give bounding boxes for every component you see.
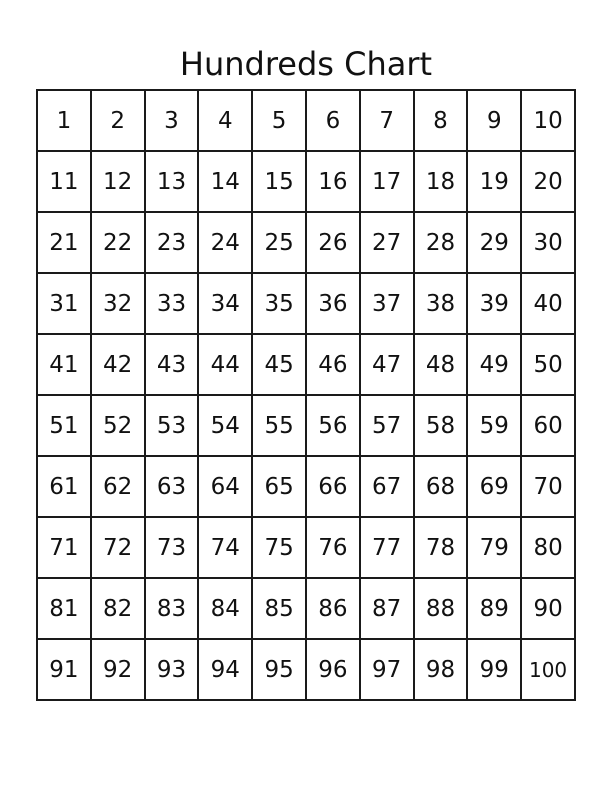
- grid-cell: 44: [198, 334, 252, 395]
- grid-row: [37, 578, 575, 639]
- grid-cell: 82: [91, 578, 145, 639]
- grid-cell: 76: [306, 517, 360, 578]
- grid-cell: 24: [198, 212, 252, 273]
- grid-cell: 95: [252, 639, 306, 700]
- grid-cell: 56: [306, 395, 360, 456]
- grid-row: [37, 212, 575, 273]
- grid-cell: 11: [37, 151, 91, 212]
- grid-cell: 78: [414, 517, 468, 578]
- grid-cell: 68: [414, 456, 468, 517]
- grid-cell: 69: [467, 456, 521, 517]
- grid-cell: 96: [306, 639, 360, 700]
- grid-cell: 38: [414, 273, 468, 334]
- grid-cell: 14: [198, 151, 252, 212]
- grid-cell: 67: [360, 456, 414, 517]
- grid-cell: 47: [360, 334, 414, 395]
- grid-cell: 70: [521, 456, 575, 517]
- grid-cell: 25: [252, 212, 306, 273]
- grid-cell: 26: [306, 212, 360, 273]
- grid-cell: 60: [521, 395, 575, 456]
- grid-row: [37, 90, 575, 151]
- grid-cell: 21: [37, 212, 91, 273]
- grid-cell: 89: [467, 578, 521, 639]
- grid-cell: 49: [467, 334, 521, 395]
- grid-cell: 30: [521, 212, 575, 273]
- grid-cell: 23: [145, 212, 199, 273]
- grid-cell: 50: [521, 334, 575, 395]
- grid-cell: 51: [37, 395, 91, 456]
- grid-cell: 92: [91, 639, 145, 700]
- grid-cell: 27: [360, 212, 414, 273]
- grid-cell: 91: [37, 639, 91, 700]
- grid-cell: 46: [306, 334, 360, 395]
- grid-cell: 85: [252, 578, 306, 639]
- grid-cell: 13: [145, 151, 199, 212]
- grid-cell: 45: [252, 334, 306, 395]
- grid-cell: 84: [198, 578, 252, 639]
- grid-cell: 73: [145, 517, 199, 578]
- grid-cell: 10: [521, 90, 575, 151]
- grid-cell: 72: [91, 517, 145, 578]
- grid-cell: 8: [414, 90, 468, 151]
- grid-cell: 87: [360, 578, 414, 639]
- grid-cell: 52: [91, 395, 145, 456]
- grid-cell: 31: [37, 273, 91, 334]
- grid-cell: 1: [37, 90, 91, 151]
- grid-cell: 63: [145, 456, 199, 517]
- grid-cell: 40: [521, 273, 575, 334]
- grid-cell: 58: [414, 395, 468, 456]
- grid-cell: 33: [145, 273, 199, 334]
- grid-cell: 39: [467, 273, 521, 334]
- grid-cell: 29: [467, 212, 521, 273]
- grid-cell: 86: [306, 578, 360, 639]
- grid-cell: 97: [360, 639, 414, 700]
- grid-cell: 59: [467, 395, 521, 456]
- grid-cell: 48: [414, 334, 468, 395]
- grid-cell: 79: [467, 517, 521, 578]
- grid-cell: 37: [360, 273, 414, 334]
- grid-cell: 64: [198, 456, 252, 517]
- grid-row: [37, 273, 575, 334]
- grid-cell: 80: [521, 517, 575, 578]
- grid-cell: 41: [37, 334, 91, 395]
- grid-cell: 19: [467, 151, 521, 212]
- grid-row: [37, 395, 575, 456]
- grid-cell: 55: [252, 395, 306, 456]
- grid-cell: 74: [198, 517, 252, 578]
- hundreds-chart-grid: [36, 89, 576, 701]
- grid-row: [37, 517, 575, 578]
- grid-cell: 90: [521, 578, 575, 639]
- grid-cell: 35: [252, 273, 306, 334]
- grid-cell: 2: [91, 90, 145, 151]
- grid-cell: 100: [521, 639, 575, 700]
- grid-body: [37, 90, 575, 700]
- grid-cell: 53: [145, 395, 199, 456]
- grid-cell: 81: [37, 578, 91, 639]
- grid-cell: 18: [414, 151, 468, 212]
- grid-cell: 5: [252, 90, 306, 151]
- grid-cell: 15: [252, 151, 306, 212]
- grid-cell: 83: [145, 578, 199, 639]
- grid-cell: 16: [306, 151, 360, 212]
- grid-cell: 20: [521, 151, 575, 212]
- grid-cell: 99: [467, 639, 521, 700]
- grid-cell: 61: [37, 456, 91, 517]
- grid-cell: 34: [198, 273, 252, 334]
- grid-row: [37, 456, 575, 517]
- grid-cell: 42: [91, 334, 145, 395]
- grid-cell: 75: [252, 517, 306, 578]
- grid-cell: 98: [414, 639, 468, 700]
- grid-cell: 3: [145, 90, 199, 151]
- grid-cell: 88: [414, 578, 468, 639]
- grid-cell: 32: [91, 273, 145, 334]
- grid-cell: 4: [198, 90, 252, 151]
- grid-cell: 66: [306, 456, 360, 517]
- grid-cell: 6: [306, 90, 360, 151]
- grid-cell: 17: [360, 151, 414, 212]
- grid-cell: 22: [91, 212, 145, 273]
- grid-cell: 43: [145, 334, 199, 395]
- grid-cell: 12: [91, 151, 145, 212]
- grid-row: [37, 151, 575, 212]
- grid-cell: 77: [360, 517, 414, 578]
- grid-cell: 28: [414, 212, 468, 273]
- page-title: Hundreds Chart: [179, 45, 433, 83]
- grid-row: [37, 639, 575, 700]
- grid-cell: 71: [37, 517, 91, 578]
- grid-cell: 93: [145, 639, 199, 700]
- grid-cell: 62: [91, 456, 145, 517]
- grid-cell: 54: [198, 395, 252, 456]
- grid-row: [37, 334, 575, 395]
- grid-cell: 57: [360, 395, 414, 456]
- grid-cell: 9: [467, 90, 521, 151]
- grid-cell: 94: [198, 639, 252, 700]
- grid-cell: 65: [252, 456, 306, 517]
- grid-cell: 7: [360, 90, 414, 151]
- grid-cell: 36: [306, 273, 360, 334]
